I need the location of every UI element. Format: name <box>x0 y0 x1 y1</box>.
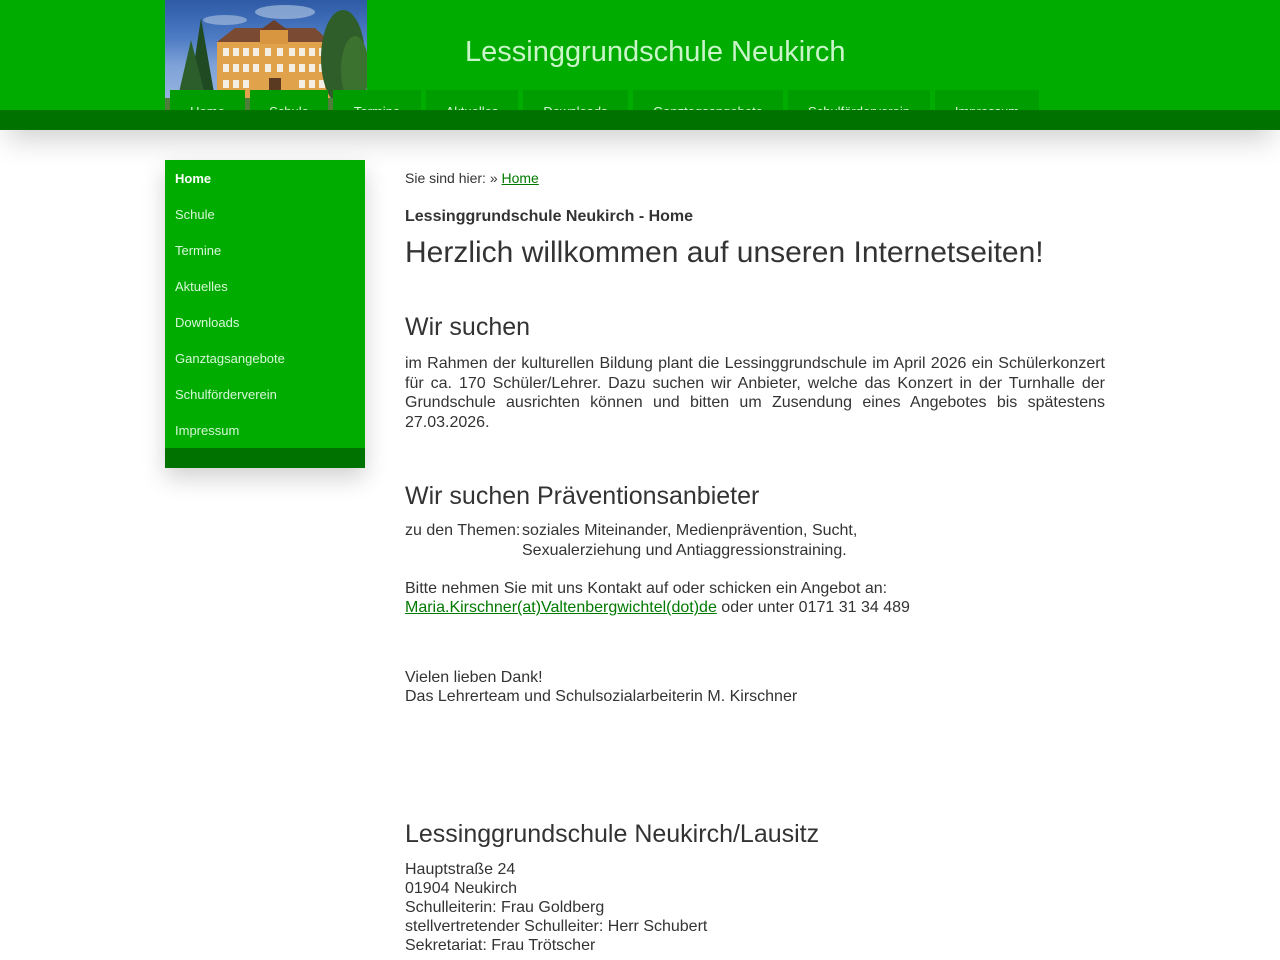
address-city: 01904 Neukirch <box>405 880 518 897</box>
sidebar-item-ganztagsangebote[interactable]: Ganztagsangebote <box>175 350 285 366</box>
header-bottom-band <box>0 110 1280 130</box>
contact-email-link[interactable]: Maria.Kirschner(at)Valtenbergwichtel(dot)de <box>405 599 717 616</box>
sidebar-bottom-bar <box>165 448 365 468</box>
topics-line-1: soziales Miteinander, Medienprävention, Sucht, <box>522 522 858 539</box>
concert-announcement-text: im Rahmen der kulturellen Bildung plant die Lessinggrundschule im April 2026 ein Schülerkonzert für ca. 170 Schüler/Lehrer. Dazu suchen wir Anbieter, welche das Konzert in der Turnhalle der Grundschule ausrichten können und bitten um Zusendung eines Angebotes bis spätestens 27.03.2026. <box>405 355 1105 431</box>
site-header <box>0 0 1280 130</box>
sidebar-item-aktuelles[interactable]: Aktuelles <box>175 278 228 294</box>
sidebar-navigation <box>165 160 365 468</box>
sidebar-item-schule[interactable]: Schule <box>175 206 215 222</box>
signature-text: Das Lehrerteam und Schulsozialarbeiterin M. Kirschner <box>405 688 798 705</box>
page-subtitle: Lessinggrundschule Neukirch - Home <box>405 208 694 225</box>
sidebar-item-schulfoerderverein[interactable]: Schulförderverein <box>175 386 277 402</box>
welcome-heading: Herzlich willkommen auf unseren Internetseiten! <box>405 236 1044 269</box>
sidebar-item-impressum[interactable]: Impressum <box>175 422 240 438</box>
breadcrumb-link-home[interactable]: Home <box>501 170 539 186</box>
contact-text: Bitte nehmen Sie mit uns Kontakt auf oder schicken ein Angebot an: <box>405 580 888 597</box>
topics-label: zu den Themen: <box>405 522 521 539</box>
address-secretary: Sekretariat: Frau Trötscher <box>405 937 596 954</box>
sidebar-item-home[interactable]: Home <box>175 170 212 186</box>
site-title: Lessinggrundschule Neukirch <box>465 36 846 68</box>
address-heading: Lessinggrundschule Neukirch/Lausitz <box>405 820 820 848</box>
address-deputy: stellvertretender Schulleiter: Herr Schubert <box>405 918 708 935</box>
sidebar-item-termine[interactable]: Termine <box>175 242 222 258</box>
thanks-text: Vielen lieben Dank! <box>405 669 543 686</box>
address-street: Hauptstraße 24 <box>405 861 516 878</box>
topics-line-2: Sexualerziehung und Antiaggressionstraining. <box>522 542 847 559</box>
section-heading-praevention: Wir suchen Präventionsanbieter <box>405 482 760 510</box>
contact-line <box>405 599 910 617</box>
section-heading-wir-suchen: Wir suchen <box>405 313 531 341</box>
sidebar-item-downloads[interactable]: Downloads <box>175 314 240 330</box>
breadcrumb <box>405 170 539 186</box>
contact-phone: oder unter 0171 31 34 489 <box>716 599 910 616</box>
address-principal: Schulleiterin: Frau Goldberg <box>405 899 605 916</box>
breadcrumb-prefix: Sie sind hier: » <box>405 170 502 186</box>
